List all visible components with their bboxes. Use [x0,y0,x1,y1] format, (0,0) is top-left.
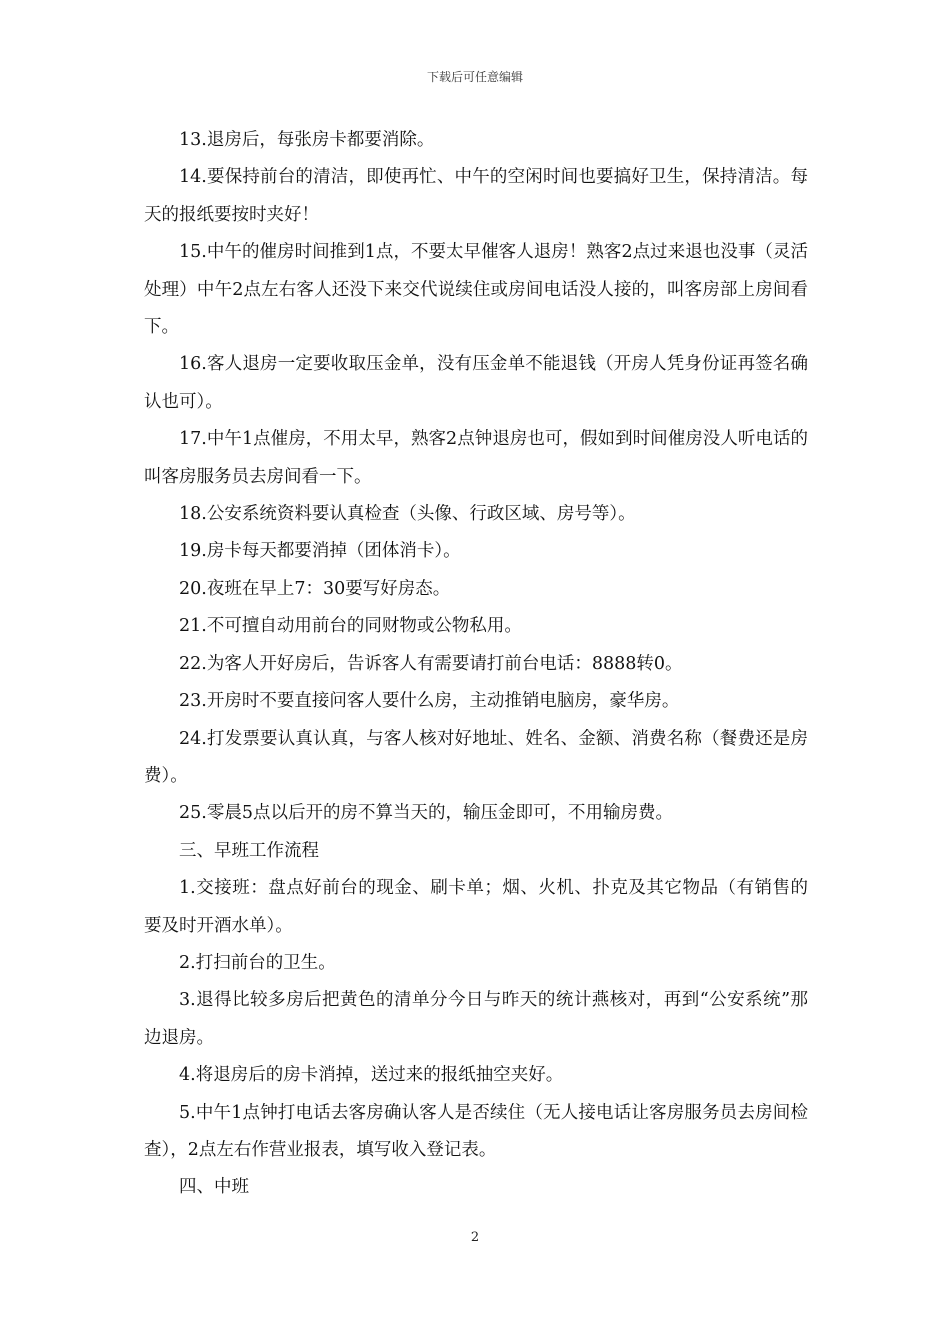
paragraph: 19.房卡每天都要消掉（团体消卡）。 [179,541,461,562]
paragraph: 14.要保持前台的清洁，即使再忙、中午的空闲时间也要搞好卫生，保持清洁。每天的报纸要按时夹好！ [144,167,808,225]
paragraph: 4.将退房后的房卡消掉，送过来的报纸抽空夹好。 [179,1065,564,1086]
paragraph: 23.开房时不要直接问客人要什么房，主动推销电脑房，豪华房。 [179,691,680,712]
paragraph: 22.为客人开好房后，告诉客人有需要请打前台电话：8888转0。 [179,653,683,674]
paragraph: 16.客人退房一定要收取压金单，没有压金单不能退钱（开房人凭身份证再签名确认也可）。 [144,354,808,412]
page-number: 2 [470,1230,480,1245]
paragraph: 18.公安系统资料要认真检查（头像、行政区域、房号等）。 [179,504,636,525]
section-heading: 四、中班 [179,1177,249,1198]
paragraph: 13.退房后，每张房卡都要消除。 [179,130,435,150]
paragraph: 15.中午的催房时间推到1点，不要太早催客人退房！熟客2点过来退也没事（灵活处理）中午2点左右客人还没下来交代说续住或房间电话没人接的，叫客房部上房间看下。 [144,242,808,338]
paragraph: 25.零晨5点以后开的房不算当天的，输压金即可，不用输房费。 [179,803,673,824]
page-header: 下载后可任意编辑 [426,70,523,84]
paragraph: 2.打扫前台的卫生。 [179,952,336,973]
paragraph: 5.中午1点钟打电话去客房确认客人是否续住（无人接电话让客房服务员去房间检查），2点左右作营业报表，填写收入登记表。 [144,1102,808,1160]
paragraph: 21.不可擅自动用前台的同财物或公物私用。 [179,616,522,637]
document-body [144,122,808,1207]
paragraph: 3.退得比较多房后把黄色的清单分今日与昨天的统计燕核对，再到“公安系统”那边退房。 [144,990,808,1048]
paragraph: 24.打发票要认真认真，与客人核对好地址、姓名、金额、消费名称（餐费还是房费）。 [144,728,808,786]
section-heading: 三、早班工作流程 [179,840,319,861]
paragraph: 20.夜班在早上7：30要写好房态。 [179,578,451,599]
paragraph: 1.交接班：盘点好前台的现金、刷卡单；烟、火机、扑克及其它物品（有销售的要及时开酒水单）。 [144,878,808,936]
paragraph: 17.中午1点催房，不用太早，熟客2点钟退房也可，假如到时间催房没人听电话的叫客房服务员去房间看一下。 [144,429,808,487]
